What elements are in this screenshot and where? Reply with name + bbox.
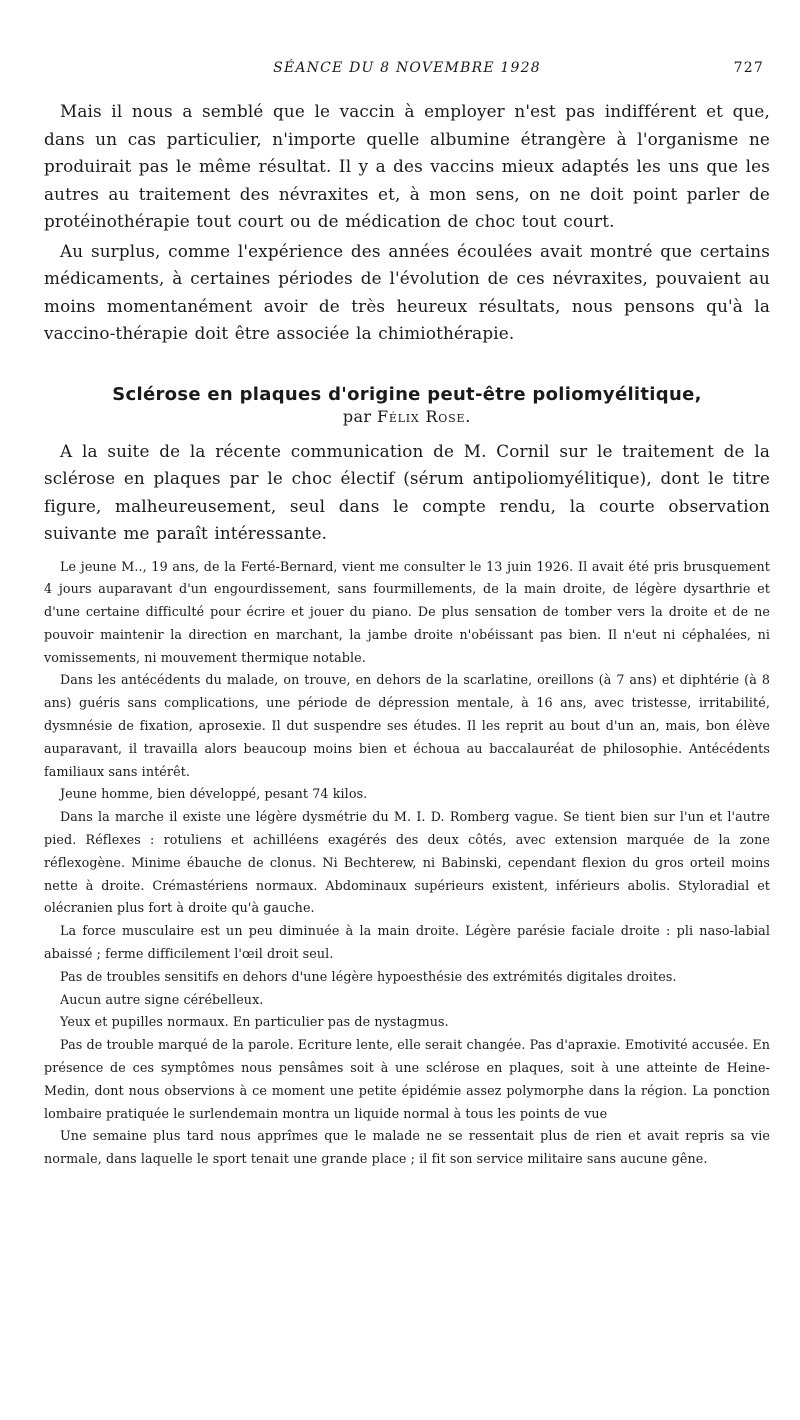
paragraph: Pas de troubles sensitifs en dehors d'une légère hypoesthésie des extrémités digitales droites. [60, 968, 677, 984]
paragraph: La force musculaire est un peu diminuée à la main droite. Légère parésie faciale droite : pli naso-labial abaissé ; ferme difficilement l'œil droit seul. [44, 923, 770, 962]
running-title: SÉANCE DU 8 NOVEMBRE 1928 [273, 60, 541, 76]
article-title: Sclérose en plaques d'origine peut-être poliomyélitique, [112, 383, 702, 405]
paragraph: Yeux et pupilles normaux. En particulier pas de nystagmus. [60, 1014, 449, 1030]
case-observation [44, 556, 770, 1172]
paragraph: Le jeune M.., 19 ans, de la Ferté-Bernard, vient me consulter le 13 juin 1926. Il avait été pris brusquement 4 jours auparavant d'un engourdissement, sans fourmillements, de la main droite, de légère dysarthrie et d'une certaine difficulté pour écrire et jouer du piano. De plus sensation de tomber vers la droite et de ne pouvoir maintenir la direction en marchant, la jambe droite n'obéissant pas bien. Il n'eut ni céphalées, ni vomissements, ni mouvement thermique notable. [44, 558, 770, 665]
intro-text [44, 98, 770, 348]
article-intro [44, 438, 770, 548]
paragraph: Aucun autre signe cérébelleux. [60, 991, 264, 1007]
paragraph: Jeune homme, bien développé, pesant 74 kilos. [60, 786, 368, 802]
paragraph: Dans les antécédents du malade, on trouve, en dehors de la scarlatine, oreillons (à 7 ans) et diphtérie (à 8 ans) guéris sans complications, une période de dépression mentale, à 16 ans, avec tristesse, irritabilité, dysmnésie de fixation, aprosexie. Il dut suspendre ses études. Il les reprit au bout d'un an, mais, bon élève auparavant, il travailla alors beaucoup moins bien et échoua au baccalauréat de philosophie. Antécédents familiaux sans intérêt. [44, 672, 770, 779]
byline-prefix: par [342, 406, 372, 426]
paragraph: A la suite de la récente communication de M. Cornil sur le traitement de la sclérose en plaques par le choc électif (sérum antipoliomyélitique), dont le titre figure, malheureusement, seul dans le compte rendu, la courte observation suivante me paraît intéressante. [44, 440, 770, 543]
paragraph: Pas de trouble marqué de la parole. Ecriture lente, elle serait changée. Pas d'apraxie. Emotivité accusée. En présence de ces symptômes nous pensâmes soit à une sclérose en plaques, soit à une atteinte de Heine-Medin, dont nous observions à ce moment une petite épidémie assez polymorphe dans la région. La ponction lombaire pratiquée le surlendemain montra un liquide normal à tous les points de vue [44, 1037, 770, 1121]
paragraph: Au surplus, comme l'expérience des années écoulées avait montré que certains médicaments, à certaines périodes de l'évolution de ces névraxites, pouvaient au moins momentanément avoir de très heureux résultats, nous pensons qu'à la vaccino-thérapie doit être associée la chimiothérapie. [44, 240, 770, 343]
paragraph: Dans la marche il existe une légère dysmétrie du M. I. D. Romberg vague. Se tient bien sur l'un et l'autre pied. Réflexes : rotuliens et achilléens exagérés des deux côtés, avec extension marquée de la zone réflexogène. Minime ébauche de clonus. Ni Bechterew, ni Babinski, cependant flexion du gros orteil moins nette à droite. Crémastériens normaux. Abdominaux supérieurs existent, inférieurs abolis. Styloradial et olécranien plus fort à droite qu'à gauche. [44, 809, 770, 916]
page-number: 727 [733, 60, 764, 76]
author-name: Félix Rose. [376, 406, 472, 426]
paragraph: Mais il nous a semblé que le vaccin à employer n'est pas indifférent et que, dans un cas particulier, n'importe quelle albumine étrangère à l'organisme ne produirait pas le même résultat. Il y a des vaccins mieux adaptés les uns que les autres au traitement des névraxites et, à mon sens, on ne doit point parler de protéinothérapie tout court ou de médication de choc tout court. [44, 101, 770, 231]
paragraph: Une semaine plus tard nous apprîmes que le malade ne se ressentait plus de rien et avait repris sa vie normale, dans laquelle le sport tenait une grande place ; il fit son service militaire sans aucune gêne. [44, 1128, 770, 1167]
running-header [44, 60, 770, 84]
article-byline [44, 407, 770, 426]
